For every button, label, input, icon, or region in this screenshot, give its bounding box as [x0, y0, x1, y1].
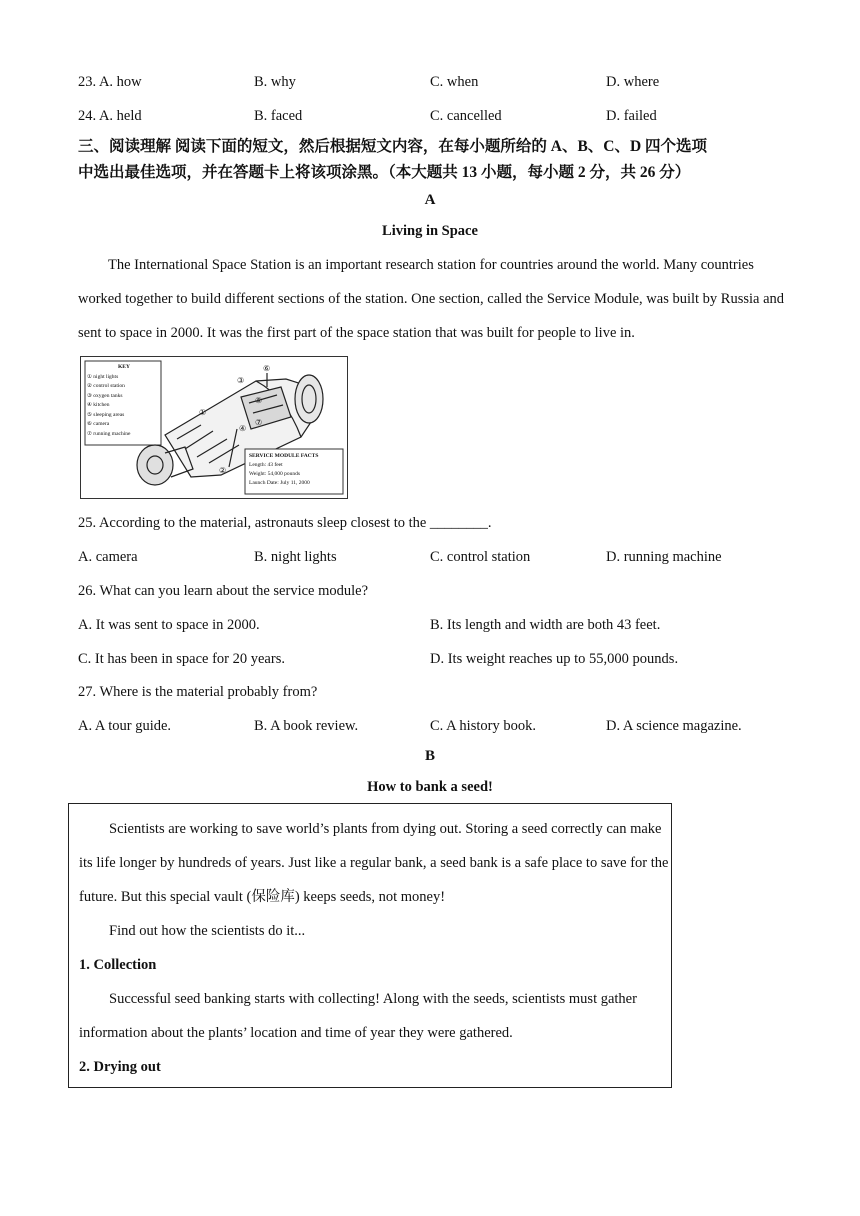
callout-7: ⑦ [255, 418, 263, 427]
q23-option-a: 23. A. how [78, 74, 142, 90]
fact-launch-date: Launch Date: July 11, 2000 [249, 480, 310, 486]
passage-b-box [68, 803, 672, 1088]
q27-option-c: C. A history book. [430, 718, 536, 734]
passage-a-title: Living in Space [382, 223, 478, 239]
q27-option-d: D. A science magazine. [606, 718, 742, 734]
section3-instruction [78, 134, 788, 186]
q27-option-a: A. A tour guide. [78, 718, 172, 734]
q27-stem: 27. Where is the material probably from? [78, 684, 318, 700]
q26-option-b: B. Its length and width are both 43 feet. [430, 617, 661, 633]
passage-b-heading-collection: 1. Collection [79, 957, 157, 973]
callout-3: ③ [237, 376, 245, 385]
q25-option-b: B. night lights [254, 549, 337, 565]
passage-b-p2: Find out how the scientists do it... [109, 923, 306, 939]
fact-weight: Weight: 54,000 pounds [249, 471, 301, 477]
q26-option-a: A. It was sent to space in 2000. [78, 617, 260, 633]
passage-b-letter: B [424, 748, 435, 764]
q26-option-c: C. It has been in space for 20 years. [78, 651, 285, 667]
key-item-control-station: ② control station [87, 383, 125, 389]
q25-option-d: D. running machine [606, 549, 722, 565]
q25-stem: 25. According to the material, astronauts sleep closest to the ________. [78, 515, 492, 531]
key-item-camera: ⑥ camera [87, 421, 110, 427]
figure-facts [249, 452, 343, 488]
passage-b-title: How to bank a seed! [367, 779, 493, 795]
callout-2: ② [219, 466, 227, 475]
key-item-running-machine: ⑦ running machine [87, 430, 131, 437]
callout-4: ④ [239, 424, 247, 433]
passage-b-p3: Successful seed banking starts with collecting! Along with the seeds, scientists must gather information about the plants’ location and time of year they were gathered. [79, 991, 637, 1041]
figure-key [87, 363, 161, 439]
q26-option-d: D. Its weight reaches up to 55,000 pounds. [430, 651, 679, 667]
section3-line1: 三、阅读理解 阅读下面的短文，然后根据短文内容，在每小题所给的 A、B、C、D 四个选项 [78, 138, 708, 155]
key-item-sleeping-areas: ⑤ sleeping areas [87, 411, 125, 418]
passage-a-letter: A [424, 192, 436, 208]
q25-option-a: A. camera [78, 549, 138, 565]
key-item-night-lights: ① night lights [87, 373, 119, 380]
q24-option-d: D. failed [606, 108, 657, 124]
callout-1: ① [199, 408, 207, 417]
figure-facts-title: SERVICE MODULE FACTS [249, 453, 319, 459]
q26-stem: 26. What can you learn about the service module? [78, 583, 369, 599]
q23-option-c: C. when [430, 74, 479, 90]
key-item-kitchen: ④ kitchen [87, 402, 110, 408]
callout-6: ⑥ [263, 364, 271, 373]
passage-b-heading-drying: 2. Drying out [79, 1059, 161, 1075]
q24-option-a: 24. A. held [78, 108, 142, 124]
passage-b-p1: Scientists are working to save world’s plants from dying out. Storing a seed correctly can make its life longer by hundreds of years. Just like a regular bank, a seed bank is a safe place to save for the future. But this special vault (保险库) keeps seeds, not money! [79, 821, 669, 905]
q23-option-d: D. where [606, 74, 660, 90]
section3-line2: 中选出最佳选项，并在答题卡上将该项涂黑。（本大题共 13 小题，每小题 2 分，共 26 分） [78, 164, 691, 181]
q25-option-c: C. control station [430, 549, 531, 565]
key-item-oxygen-tanks: ③ oxygen tanks [87, 392, 123, 399]
q24-option-b: B. faced [254, 108, 303, 124]
callout-5: ⑤ [255, 396, 263, 405]
fact-length: Length: 43 feet [249, 462, 283, 468]
service-module-figure [80, 356, 348, 499]
passage-a-text: The International Space Station is an important research station for countries around the world. Many countries worked together to build different sections of the station. One section, called the Service Module, was built by Russia and sent to space in 2000. It was the first part of the space station that was built for people to live in. [78, 257, 785, 341]
figure-key-title: KEY [118, 364, 130, 370]
q27-option-b: B. A book review. [254, 718, 359, 734]
q24-option-c: C. cancelled [430, 108, 502, 124]
q23-option-b: B. why [254, 74, 296, 90]
